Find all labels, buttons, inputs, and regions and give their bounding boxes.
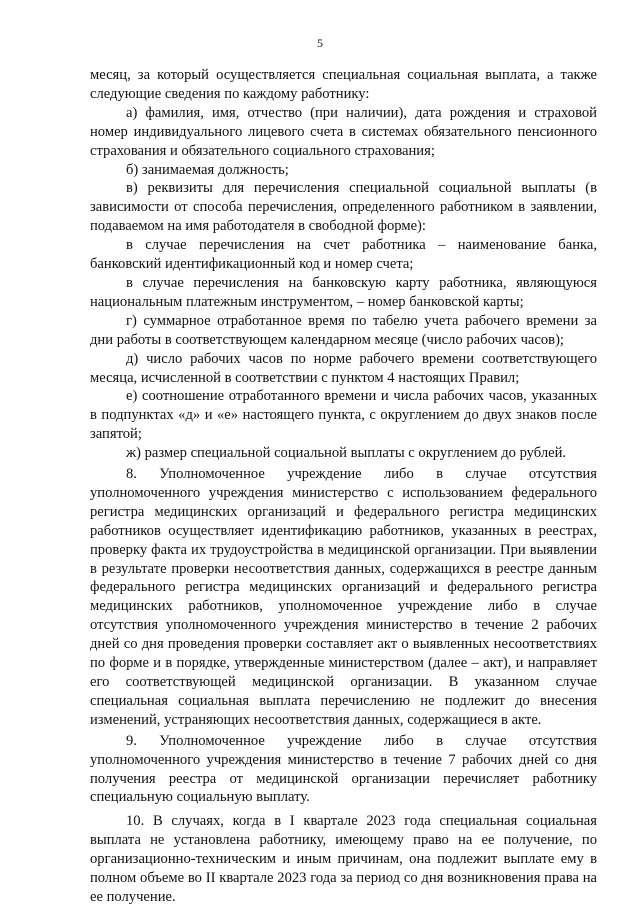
paragraph-item-g: г) суммарное отработанное время по табелю учета рабочего времени за дни работы в соответствующем календарном месяце (число рабочих часов); [90,312,597,348]
paragraph-item-b: б) занимаемая должность; [126,161,289,178]
paragraph-item-zh: ж) размер специальной социальной выплаты с округлением до рублей. [126,445,567,462]
page-number: 5 [317,36,323,50]
paragraph-item-d: д) число рабочих часов по норме рабочего времени соответствующего месяца, исчисленной в соответствии с пунктом 4 настоящих Правил; [90,350,597,386]
paragraph-bank-card: в случае перечисления на банковскую карту работника, являющуюся национальным платежным инструментом, – номер банковской карты; [90,274,597,310]
paragraph-bank-account: в случае перечисления на счет работника – наименование банка, банковский идентификационный код и номер счета; [90,237,597,273]
paragraph-item-v: в) реквизиты для перечисления специальной социальной выплаты (в зависимости от способа перечисления, определенного работником в заявлении, подаваемом на имя работодателя в свободной форме): [90,180,597,235]
paragraph-8: 8. Уполномоченное учреждение либо в случае отсутствия уполномоченного учреждения министерство с использованием федерального регистра медицинских организаций и федерального регистра медицинских работников осуществляет идентификацию работников, указанных в реестрах, проверку факта их трудоустройства в медицинской организации. При выявлении в результате проверки несоответствия данных, содержащихся в реестре данным федерального регистра медицинских организаций и федерального регистра медицинских работников, уполномоченное учреждение либо в случае отсутствия уполномоченного учреждения министерство в течение 2 рабочих дней со дня проведения проверки составляет акт о выявленных несоответствиях по форме и в порядке, утвержденные министерством (далее – акт), и направляет его соответствующей медицинской организации. В указанном случае специальная социальная выплата перечислению не подлежит до внесения изменений, устраняющих несоответствия данных, содержащиеся в акте. [90,466,597,728]
paragraph-10: 10. В случаях, когда в I квартале 2023 года специальная социальная выплата не установлена работнику, имеющему право на ее получение, по организационно-техническим и иным причинам, она подлежит выплате ему в полном объеме во II квартале 2023 года за период со дня возникновения права на ее получение. [90,813,597,905]
paragraph-item-e: е) соотношение отработанного времени и числа рабочих часов, указанных в подпунктах «д» и «е» настоящего пункта, с округлением до двух знаков после запятой; [90,388,597,443]
paragraph-item-a: а) фамилия, имя, отчество (при наличии), дата рождения и страховой номер индивидуального лицевого счета в системах обязательного пенсионного страхования и обязательного социального страхования; [90,104,597,159]
document-body [90,66,597,907]
paragraph-continuation: месяц, за который осуществляется специальная социальная выплата, а также следующие сведения по каждому работнику: [90,67,597,102]
paragraph-9: 9. Уполномоченное учреждение либо в случае отсутствия уполномоченного учреждения министерство в течение 7 рабочих дней со дня получения реестра от медицинской организации перечисляет работнику специальную социальную выплату. [90,732,597,806]
